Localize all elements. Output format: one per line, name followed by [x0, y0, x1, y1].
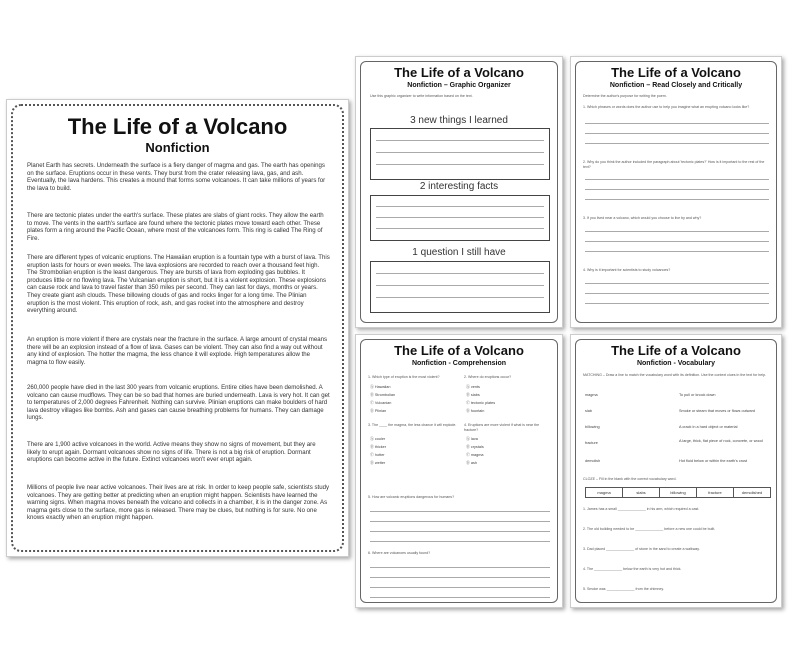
comp-q2-opt-d[interactable]: Ⓓ fountain	[466, 409, 485, 413]
vocab-word-1: magma	[585, 393, 598, 397]
word-bank-item: fracture	[697, 488, 734, 497]
read-closely-page	[570, 56, 782, 328]
cloze-sentence-1: 1. James has a small ______________ in his arm, which required a cast.	[583, 507, 700, 511]
comp-title: The Life of a Volcano	[394, 343, 524, 358]
cloze-sentence-4: 4. The ______________ below the earth is very hot and thick.	[583, 567, 682, 571]
rc-question-4: 4. Why is it important for scientists to study volcanoes?	[583, 268, 671, 272]
comp-q6: 6. Where are volcanoes usually found?	[368, 551, 431, 555]
vocab-def-3: A crack in a hard object or material	[679, 425, 738, 429]
comp-q1-opt-d[interactable]: Ⓓ Plinian	[370, 409, 387, 413]
go-section-3-heading: 1 question I still have	[412, 247, 506, 258]
comp-q5: 5. How are volcanic eruptions dangerous for humans?	[368, 495, 455, 499]
vocab-word-3: billowing	[585, 425, 600, 429]
word-bank-item: billowing	[660, 488, 697, 497]
vocab-word-2: slab	[585, 409, 592, 413]
vocab-def-4: A large, thick, flat piece of rock, concrete, or wood	[679, 439, 763, 443]
comp-q4-opt-a[interactable]: Ⓐ lava	[466, 437, 478, 441]
comprehension-page	[355, 334, 563, 608]
rc-subtitle: Nonfiction – Read Closely and Critically	[609, 82, 743, 89]
comp-q2-opt-b[interactable]: Ⓑ slabs	[466, 393, 480, 397]
comp-q1-opt-c[interactable]: Ⓒ Vulcanian	[370, 401, 392, 405]
cloze-sentence-3: 3. Dad placed ______________ of stone in the sand to create a walkway.	[583, 547, 700, 551]
rc-question-3: 3. If you lived near a volcano, which would you choose to live by and why?	[583, 216, 702, 220]
comp-q4-opt-d[interactable]: Ⓓ ash	[466, 461, 477, 465]
paragraph-2: There are tectonic plates under the earth's surface. These plates are slabs of giant rocks. They allow the earth to move. The vents in the earth's surface are found where the tectonic plates move toward each other. These plates form a ring around the Pacific Ocean, where most of the volcanoes form. This ring is called The Ring of Fire.	[27, 212, 324, 242]
comp-q4-opt-c[interactable]: Ⓒ magma	[466, 453, 484, 457]
vocab-matching-instructions: MATCHING – Draw a line to match the vocabulary word with its definition. Use the context clues in the text for help.	[583, 373, 767, 377]
paragraph-5: 260,000 people have died in the last 300 years from volcanic eruptions. Entire cities have been demolished. A volcano can cause mudflows. They can be so bad that homes are buried underneath. Lava is very hot. It can get to temperatures of 2,000 degrees Fahrenheit. Nothing can survive. Plinian eruptions can make boulders of hard lava destroy villages like bombs. Ash and gases can cause breathing problems for humans. They can damage lungs.	[27, 384, 330, 422]
page-subtitle: Nonfiction	[145, 140, 210, 155]
vocab-def-1: To pull or knock down	[679, 393, 716, 397]
paragraph-6: There are 1,900 active volcanoes in the world. Active means they show no signs of movement, but they are likely to erupt again. Dormant volcanoes show no signs of life. There is not a big risk of eruption. Dormant eruptions can become active in the future. Extinct volcanoes won't ever erupt again.	[27, 441, 316, 464]
comp-q2-opt-c[interactable]: Ⓒ tectonic plates	[466, 401, 496, 405]
main-reading-page	[6, 99, 349, 557]
go-answer-box-1[interactable]	[370, 128, 550, 180]
comp-q1-opt-a[interactable]: Ⓐ Hawaiian	[370, 385, 391, 389]
paragraph-1: Planet Earth has secrets. Underneath the surface is a fiery danger of magma and gas. The earth has openings on the surface. Eruptions occur in these vents. They burst from the crater releasing lava, gas, and ash. Eventually, the lava hardens. This creates a mound that forms some volcanoes. It can take millions of years for the lava to build.	[27, 162, 326, 192]
paragraph-7: Millions of people live near active volcanoes. Their lives are at risk. In order to keep people safe, scientists study volcanoes. They are getting better at predicting when an eruption might happen. Scientists have learned the warning signs. When magma moves beneath the volcano and collects in a chamber, it is in the danger zone. As magma gets close to the surface, more gas is released. There may be clues, but nothing is for sure. No one knows exactly when an eruption might happen.	[27, 484, 330, 522]
rc-question-1: 1. Which phrases or words does the author use to help you imagine what an erupting volcano looks like?	[583, 105, 750, 109]
go-section-2-heading: 2 interesting facts	[419, 181, 499, 192]
comp-q3: 3. The ____ the magma, the less chance it will explode.	[368, 423, 457, 427]
page-border	[575, 339, 777, 603]
vocab-word-5: demolish	[585, 459, 601, 463]
comp-q3-opt-a[interactable]: Ⓐ cooler	[370, 437, 386, 441]
vocab-def-5: Hot fluid below or within the earth's crust	[679, 459, 748, 463]
cloze-sentence-5: 5. Smoke was ______________ from the chimney.	[583, 587, 664, 591]
go-answer-box-2[interactable]	[370, 195, 550, 241]
rc-instructions: Determine the author's purpose for writing the poem.	[583, 94, 667, 98]
vocab-title: The Life of a Volcano	[611, 343, 741, 358]
word-bank-item: slabs	[623, 488, 660, 497]
rc-title: The Life of a Volcano	[611, 65, 741, 80]
word-bank	[585, 487, 771, 498]
comp-q3-opt-d[interactable]: Ⓓ wetter	[370, 461, 386, 465]
go-answer-box-3[interactable]	[370, 261, 550, 313]
word-bank-item: demolished	[741, 490, 763, 495]
paragraph-3: There are different types of volcanic eruptions. The Hawaiian eruption is a fountain type with a burst of lava. This eruption lasts for hours or even weeks. The lava explosions are recorded to reach over a thousand feet high. The Strombolian eruption is the least dangerous. They are bursts of lava from exploding gas bubbles. It produces little or no flowing lava. The Vulcanian eruption is short, but it is a violent explosion. These explosions can cause rock and lava to travel faster than 350 miles per second. They can last for days, months or years. They create giant ash clouds. These billowing clouds of gas and rocks linger for a long time. The Plinian eruption is the most violent. This eruption of rock, ash, and gas rocket into the atmosphere and destroy everything around.	[27, 254, 330, 315]
vocab-def-2: Smoke or steam that moves or flows outward	[679, 409, 755, 413]
comp-q1: 1. Which type of eruption is the most violent?	[368, 375, 440, 379]
rc-question-2: 2. Why do you think the author included the paragraph about 'tectonic plates?' How is it important to the rest of the text?	[583, 160, 765, 169]
word-bank-item: magma	[586, 488, 623, 497]
comp-q1-opt-b[interactable]: Ⓑ Strombolian	[370, 393, 396, 397]
paragraph-4: An eruption is more violent if there are crystals near the fracture in the surface. A large amount of crystal means there will be an explosion instead of a flow of lava. Gases can be violent. They can also find a way out without any kind of explosion. The hotter the magma, the less chance it will explode. High temperatures allow the magma to flow easily.	[27, 336, 328, 366]
comp-subtitle: Nonfiction - Comprehension	[411, 360, 507, 367]
go-subtitle: Nonfiction – Graphic Organizer	[407, 82, 511, 89]
vocab-cloze-instructions: CLOZE – Fill in the blank with the correct vocabulary word.	[583, 477, 677, 481]
go-section-1-heading: 3 new things I learned	[410, 115, 508, 126]
comp-q4: 4. Eruptions are more violent if what is near the fracture?	[464, 423, 540, 432]
graphic-organizer-page	[355, 56, 563, 328]
go-instructions: Use this graphic organizer to write information based on the text.	[370, 94, 473, 98]
comp-q2-opt-a[interactable]: Ⓐ vents	[466, 385, 480, 389]
vocab-word-4: fracture	[585, 441, 598, 445]
cloze-sentence-2: 2. The old building needed to be ______________ before a new one could be built.	[583, 527, 716, 531]
comp-q2: 2. Where do eruptions occur?	[464, 375, 512, 379]
comp-q3-opt-b[interactable]: Ⓑ thicker	[370, 445, 387, 449]
comp-q4-opt-b[interactable]: Ⓑ crystals	[466, 445, 484, 449]
comp-q3-opt-c[interactable]: Ⓒ hotter	[370, 453, 385, 457]
vocab-subtitle: Nonfiction - Vocabulary	[636, 360, 716, 367]
go-title: The Life of a Volcano	[394, 65, 524, 80]
vocabulary-page	[570, 334, 782, 608]
page-title: The Life of a Volcano	[67, 114, 288, 139]
